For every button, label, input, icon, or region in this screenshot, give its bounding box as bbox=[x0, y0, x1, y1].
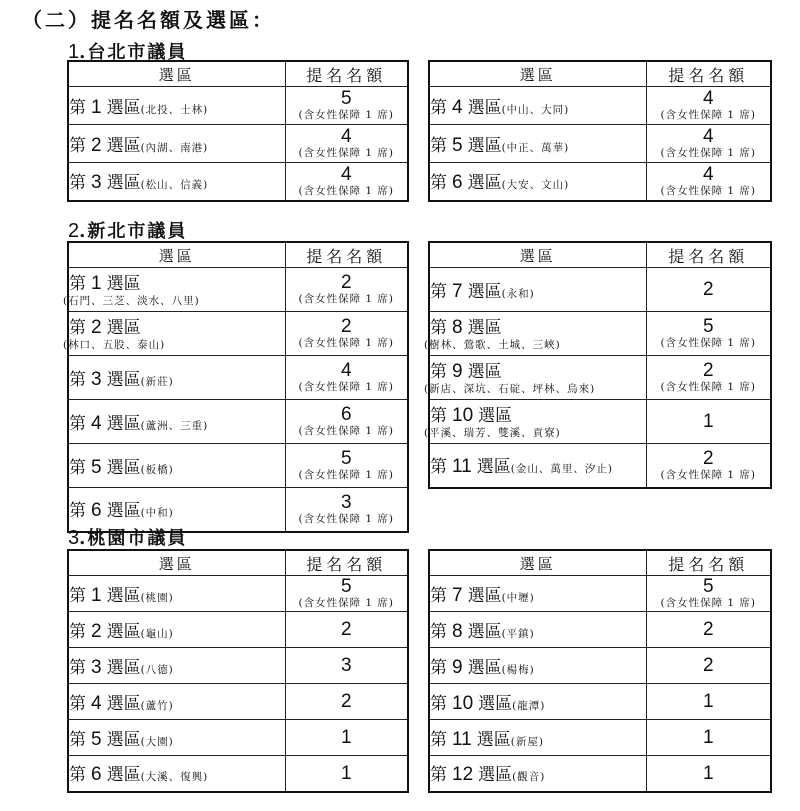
district-prefix: 第 bbox=[69, 621, 86, 642]
seats-cell bbox=[646, 125, 771, 163]
female-quota-note: (含女性保障 1 席) bbox=[660, 468, 757, 481]
district-number: 2 bbox=[91, 620, 102, 642]
seats-header: 提名名額 bbox=[646, 242, 771, 268]
table-row bbox=[429, 576, 771, 612]
district-label: 選區 bbox=[106, 369, 141, 390]
district-prefix: 第 bbox=[69, 317, 86, 338]
district-prefix: 第 bbox=[69, 765, 86, 786]
district-cell bbox=[63, 312, 285, 356]
district-label: 選區 bbox=[106, 317, 141, 338]
seat-count: 1 bbox=[340, 762, 352, 784]
district-header: 選區 bbox=[429, 550, 646, 576]
district-label: 選區 bbox=[106, 135, 141, 156]
table-row bbox=[429, 756, 771, 792]
district-number: 3 bbox=[91, 172, 102, 194]
district-prefix: 第 bbox=[430, 657, 447, 678]
district-label: 選區 bbox=[467, 657, 502, 678]
female-quota-note: (含女性保障 1 席) bbox=[660, 337, 757, 349]
table-row bbox=[429, 312, 771, 356]
district-label: 選區 bbox=[106, 657, 141, 678]
seat-count: 4 bbox=[702, 88, 714, 109]
district-prefix: 第 bbox=[430, 729, 447, 750]
district-label: 選區 bbox=[478, 405, 513, 426]
district-cell bbox=[429, 720, 646, 756]
district-areas: (林口、五股、泰山) bbox=[63, 338, 166, 351]
district-label: 選區 bbox=[478, 765, 513, 786]
seat-count: 1 bbox=[702, 691, 714, 712]
seat-count: 2 bbox=[340, 619, 352, 640]
table-header-row bbox=[68, 550, 408, 576]
female-quota-note: (含女性保障 1 席) bbox=[660, 147, 757, 159]
district-label: 選區 bbox=[467, 281, 502, 302]
district-cell bbox=[68, 87, 285, 125]
district-cell bbox=[429, 125, 646, 163]
district-label: 選區 bbox=[476, 729, 511, 750]
district-number: 8 bbox=[452, 620, 463, 642]
female-quota-note: (含女性保障 1 席) bbox=[660, 184, 757, 197]
seat-count: 2 bbox=[702, 447, 714, 469]
district-number: 1 bbox=[91, 584, 102, 606]
district-prefix: 第 bbox=[430, 693, 447, 714]
seat-count: 4 bbox=[702, 126, 714, 147]
district-cell bbox=[68, 576, 285, 612]
district-areas: (八德) bbox=[140, 663, 174, 676]
seat-count: 2 bbox=[702, 279, 714, 300]
taipei-table-right bbox=[428, 60, 772, 202]
table-header-row bbox=[429, 242, 771, 268]
district-prefix: 第 bbox=[69, 457, 86, 478]
district-areas: (中和) bbox=[140, 507, 174, 520]
taipei-table-left bbox=[67, 60, 409, 202]
district-cell bbox=[68, 400, 285, 444]
district-prefix: 第 bbox=[69, 585, 86, 606]
new-taipei-table-left bbox=[63, 241, 409, 533]
table-row bbox=[429, 684, 771, 720]
table-row bbox=[68, 87, 408, 125]
district-number: 9 bbox=[452, 360, 463, 382]
seat-count: 1 bbox=[702, 411, 714, 432]
female-quota-note: (含女性保障 1 席) bbox=[298, 293, 395, 305]
district-areas: (新屋) bbox=[510, 735, 544, 748]
table-row bbox=[68, 444, 408, 488]
district-prefix: 第 bbox=[69, 135, 86, 156]
seat-count: 5 bbox=[340, 448, 352, 469]
district-label: 選區 bbox=[106, 97, 141, 118]
table-row bbox=[68, 268, 408, 312]
seats-cell bbox=[646, 87, 771, 125]
seat-count: 2 bbox=[702, 655, 714, 676]
district-label: 選區 bbox=[106, 621, 141, 642]
seat-count: 4 bbox=[340, 360, 352, 381]
seat-count: 2 bbox=[340, 272, 352, 293]
seats-cell bbox=[285, 268, 408, 312]
seat-count: 2 bbox=[340, 316, 352, 337]
table-row bbox=[68, 648, 408, 684]
district-number: 1 bbox=[91, 272, 102, 294]
district-header: 選區 bbox=[429, 61, 646, 87]
female-quota-note: (含女性保障 1 席) bbox=[660, 597, 757, 609]
table-row bbox=[68, 612, 408, 648]
seat-count: 4 bbox=[340, 126, 352, 147]
district-number: 4 bbox=[91, 692, 102, 714]
district-prefix: 第 bbox=[430, 765, 447, 786]
district-number: 5 bbox=[91, 728, 102, 750]
district-prefix: 第 bbox=[430, 621, 447, 642]
seat-count: 2 bbox=[340, 691, 352, 712]
district-header: 選區 bbox=[429, 242, 646, 268]
seats-cell bbox=[646, 312, 771, 356]
district-areas: (石門、三芝、淡水、八里) bbox=[63, 294, 200, 307]
seats-cell bbox=[285, 400, 408, 444]
seats-cell bbox=[646, 444, 771, 488]
table-header-row bbox=[429, 550, 771, 576]
seats-cell bbox=[646, 163, 771, 201]
seats-cell bbox=[285, 312, 408, 356]
district-label: 選區 bbox=[467, 621, 502, 642]
district-areas: (內湖、南港) bbox=[140, 141, 209, 154]
district-prefix: 第 bbox=[430, 361, 447, 382]
district-cell bbox=[63, 268, 285, 312]
district-areas: (桃園) bbox=[140, 591, 174, 604]
district-label: 選區 bbox=[467, 317, 502, 338]
district-cell bbox=[68, 612, 285, 648]
seats-header: 提名名額 bbox=[285, 61, 408, 87]
district-cell bbox=[429, 756, 646, 792]
district-areas: (新莊) bbox=[140, 375, 174, 388]
district-areas: (楊梅) bbox=[501, 663, 535, 676]
table-row bbox=[429, 163, 771, 201]
seats-header: 提名名額 bbox=[285, 242, 408, 268]
page-heading: （二）提名名額及選區： bbox=[22, 8, 275, 32]
district-number: 4 bbox=[452, 96, 463, 118]
seat-count: 5 bbox=[702, 316, 714, 337]
seat-count: 1 bbox=[340, 727, 352, 748]
district-areas: (大園) bbox=[140, 735, 174, 748]
seats-cell bbox=[285, 648, 408, 684]
district-cell bbox=[429, 444, 646, 488]
seats-cell bbox=[285, 488, 408, 532]
district-cell bbox=[68, 756, 285, 792]
table-row bbox=[429, 720, 771, 756]
district-prefix: 第 bbox=[430, 135, 447, 156]
district-label: 選區 bbox=[476, 457, 511, 478]
seats-cell bbox=[646, 720, 771, 756]
district-label: 選區 bbox=[106, 501, 141, 522]
district-areas: (新店、深坑、石碇、坪林、烏來) bbox=[424, 382, 596, 395]
district-prefix: 第 bbox=[69, 369, 86, 390]
district-label: 選區 bbox=[106, 765, 141, 786]
district-label: 選區 bbox=[467, 135, 502, 156]
district-prefix: 第 bbox=[430, 457, 447, 478]
table-row bbox=[429, 356, 771, 400]
district-areas: (觀音) bbox=[512, 771, 546, 784]
district-number: 6 bbox=[452, 172, 463, 194]
district-label: 選區 bbox=[106, 457, 141, 478]
district-cell bbox=[68, 648, 285, 684]
district-areas: (金山、萬里、汐止) bbox=[510, 463, 613, 476]
district-header: 選區 bbox=[68, 550, 285, 576]
seat-count: 5 bbox=[340, 576, 352, 597]
new-taipei-table-right bbox=[424, 241, 772, 489]
district-prefix: 第 bbox=[69, 501, 86, 522]
section-title-new-taipei bbox=[68, 217, 187, 243]
female-quota-note: (含女性保障 1 席) bbox=[660, 109, 757, 121]
district-label: 選區 bbox=[106, 693, 141, 714]
district-prefix: 第 bbox=[430, 281, 447, 302]
district-prefix: 第 bbox=[430, 585, 447, 606]
section-name: .桃園市議員 bbox=[79, 528, 188, 549]
seat-count: 5 bbox=[702, 576, 714, 597]
district-areas: (蘆竹) bbox=[140, 699, 174, 712]
seat-count: 1 bbox=[702, 727, 714, 748]
seats-cell bbox=[646, 612, 771, 648]
table-row bbox=[68, 125, 408, 163]
district-label: 選區 bbox=[478, 693, 513, 714]
table-row bbox=[68, 488, 408, 532]
district-number: 7 bbox=[452, 584, 463, 606]
female-quota-note: (含女性保障 1 席) bbox=[298, 597, 395, 609]
seat-count: 5 bbox=[340, 88, 352, 109]
district-prefix: 第 bbox=[430, 97, 447, 118]
seats-cell bbox=[646, 684, 771, 720]
district-cell bbox=[68, 163, 285, 201]
seats-cell bbox=[285, 612, 408, 648]
table-row bbox=[68, 356, 408, 400]
district-cell bbox=[429, 268, 646, 312]
seat-count: 2 bbox=[702, 619, 714, 640]
female-quota-note: (含女性保障 1 席) bbox=[298, 381, 395, 393]
taoyuan-table-left bbox=[67, 549, 409, 793]
district-label: 選區 bbox=[106, 413, 141, 434]
district-cell bbox=[68, 684, 285, 720]
seats-cell bbox=[646, 756, 771, 792]
district-areas: (板橋) bbox=[140, 463, 174, 476]
district-cell bbox=[429, 612, 646, 648]
district-cell bbox=[424, 400, 646, 444]
table-row bbox=[429, 87, 771, 125]
district-number: 9 bbox=[452, 656, 463, 678]
district-cell bbox=[424, 312, 646, 356]
district-number: 5 bbox=[452, 134, 463, 156]
district-label: 選區 bbox=[467, 585, 502, 606]
district-cell bbox=[68, 356, 285, 400]
seats-cell bbox=[285, 756, 408, 792]
district-label: 選區 bbox=[106, 585, 141, 606]
district-number: 10 bbox=[452, 404, 474, 426]
table-header-row bbox=[68, 242, 408, 268]
district-number: 4 bbox=[91, 412, 102, 434]
district-cell bbox=[429, 648, 646, 684]
district-cell bbox=[429, 684, 646, 720]
district-label: 選區 bbox=[467, 97, 502, 118]
table-row bbox=[68, 312, 408, 356]
district-areas: (中山、大同) bbox=[501, 103, 570, 116]
district-number: 11 bbox=[452, 456, 472, 478]
table-row bbox=[429, 444, 771, 488]
district-label: 選區 bbox=[106, 273, 141, 294]
seat-count: 4 bbox=[340, 163, 352, 185]
seats-cell bbox=[646, 576, 771, 612]
table-row bbox=[429, 125, 771, 163]
female-quota-note: (含女性保障 1 席) bbox=[298, 512, 395, 525]
district-number: 5 bbox=[91, 456, 102, 478]
section-number: 2 bbox=[68, 220, 80, 242]
seats-cell bbox=[285, 87, 408, 125]
district-number: 6 bbox=[91, 500, 102, 522]
table-row bbox=[68, 720, 408, 756]
district-number: 2 bbox=[91, 316, 102, 338]
table-row bbox=[68, 756, 408, 792]
female-quota-note: (含女性保障 1 席) bbox=[298, 184, 395, 197]
district-areas: (永和) bbox=[501, 287, 535, 300]
district-number: 11 bbox=[452, 728, 472, 750]
female-quota-note: (含女性保障 1 席) bbox=[298, 469, 395, 481]
female-quota-note: (含女性保障 1 席) bbox=[660, 381, 757, 393]
district-number: 1 bbox=[91, 96, 102, 118]
seats-cell bbox=[285, 720, 408, 756]
district-areas: (龍潭) bbox=[512, 699, 546, 712]
district-cell bbox=[68, 720, 285, 756]
seats-cell bbox=[646, 400, 771, 444]
district-label: 選區 bbox=[106, 729, 141, 750]
table-row bbox=[429, 268, 771, 312]
district-label: 選區 bbox=[467, 361, 502, 382]
table-row bbox=[68, 400, 408, 444]
seats-cell bbox=[285, 684, 408, 720]
female-quota-note: (含女性保障 1 席) bbox=[298, 147, 395, 159]
seats-header: 提名名額 bbox=[646, 61, 771, 87]
seat-count: 4 bbox=[702, 163, 714, 185]
district-areas: (松山、信義) bbox=[140, 179, 209, 192]
table-row bbox=[68, 684, 408, 720]
seats-cell bbox=[285, 576, 408, 612]
section-number: 3 bbox=[68, 527, 80, 549]
seat-count: 3 bbox=[340, 655, 352, 676]
district-areas: (中正、萬華) bbox=[501, 141, 570, 154]
section-number: 1 bbox=[68, 41, 80, 63]
district-prefix: 第 bbox=[69, 97, 86, 118]
seat-count: 6 bbox=[340, 404, 352, 425]
district-cell bbox=[68, 444, 285, 488]
district-label: 選區 bbox=[106, 173, 141, 194]
table-row bbox=[429, 612, 771, 648]
taoyuan-table-right bbox=[428, 549, 772, 793]
district-areas: (大溪、復興) bbox=[140, 771, 209, 784]
seats-cell bbox=[285, 125, 408, 163]
district-prefix: 第 bbox=[430, 173, 447, 194]
district-header: 選區 bbox=[68, 242, 285, 268]
district-prefix: 第 bbox=[69, 657, 86, 678]
district-number: 10 bbox=[452, 692, 474, 714]
district-number: 7 bbox=[452, 280, 463, 302]
district-areas: (北投、士林) bbox=[140, 103, 209, 116]
district-prefix: 第 bbox=[69, 693, 86, 714]
female-quota-note: (含女性保障 1 席) bbox=[298, 337, 395, 349]
district-label: 選區 bbox=[467, 173, 502, 194]
district-number: 8 bbox=[452, 316, 463, 338]
seats-header: 提名名額 bbox=[285, 550, 408, 576]
seats-cell bbox=[285, 356, 408, 400]
table-row bbox=[429, 400, 771, 444]
district-cell bbox=[68, 125, 285, 163]
seats-header: 提名名額 bbox=[646, 550, 771, 576]
district-cell bbox=[68, 488, 285, 532]
seat-count: 2 bbox=[702, 360, 714, 381]
district-prefix: 第 bbox=[69, 273, 86, 294]
seats-cell bbox=[285, 163, 408, 201]
district-cell bbox=[424, 356, 646, 400]
seat-count: 3 bbox=[340, 491, 352, 513]
district-cell bbox=[429, 576, 646, 612]
seats-cell bbox=[646, 648, 771, 684]
district-prefix: 第 bbox=[430, 405, 447, 426]
district-areas: (平鎮) bbox=[501, 627, 535, 640]
district-areas: (平溪、瑞芳、雙溪、貢寮) bbox=[424, 426, 561, 439]
table-header-row bbox=[429, 61, 771, 87]
district-number: 6 bbox=[91, 764, 102, 786]
district-header: 選區 bbox=[68, 61, 285, 87]
district-areas: (樹林、鶯歌、土城、三峽) bbox=[424, 338, 561, 351]
district-number: 12 bbox=[452, 764, 474, 786]
table-row bbox=[68, 576, 408, 612]
district-prefix: 第 bbox=[430, 317, 447, 338]
table-row bbox=[429, 648, 771, 684]
district-number: 3 bbox=[91, 368, 102, 390]
district-areas: (蘆洲、三重) bbox=[140, 419, 209, 432]
district-areas: (龜山) bbox=[140, 627, 174, 640]
district-prefix: 第 bbox=[69, 729, 86, 750]
district-prefix: 第 bbox=[69, 173, 86, 194]
seats-cell bbox=[646, 356, 771, 400]
female-quota-note: (含女性保障 1 席) bbox=[298, 109, 395, 121]
section-name: .新北市議員 bbox=[79, 221, 188, 242]
district-areas: (中壢) bbox=[501, 591, 535, 604]
district-number: 3 bbox=[91, 656, 102, 678]
district-cell bbox=[429, 163, 646, 201]
table-header-row bbox=[68, 61, 408, 87]
female-quota-note: (含女性保障 1 席) bbox=[298, 425, 395, 437]
section-name: .台北市議員 bbox=[79, 42, 188, 63]
district-prefix: 第 bbox=[69, 413, 86, 434]
table-row bbox=[68, 163, 408, 201]
seats-cell bbox=[646, 268, 771, 312]
district-areas: (大安、文山) bbox=[501, 179, 570, 192]
district-cell bbox=[429, 87, 646, 125]
seats-cell bbox=[285, 444, 408, 488]
district-number: 2 bbox=[91, 134, 102, 156]
seat-count: 1 bbox=[702, 762, 714, 784]
